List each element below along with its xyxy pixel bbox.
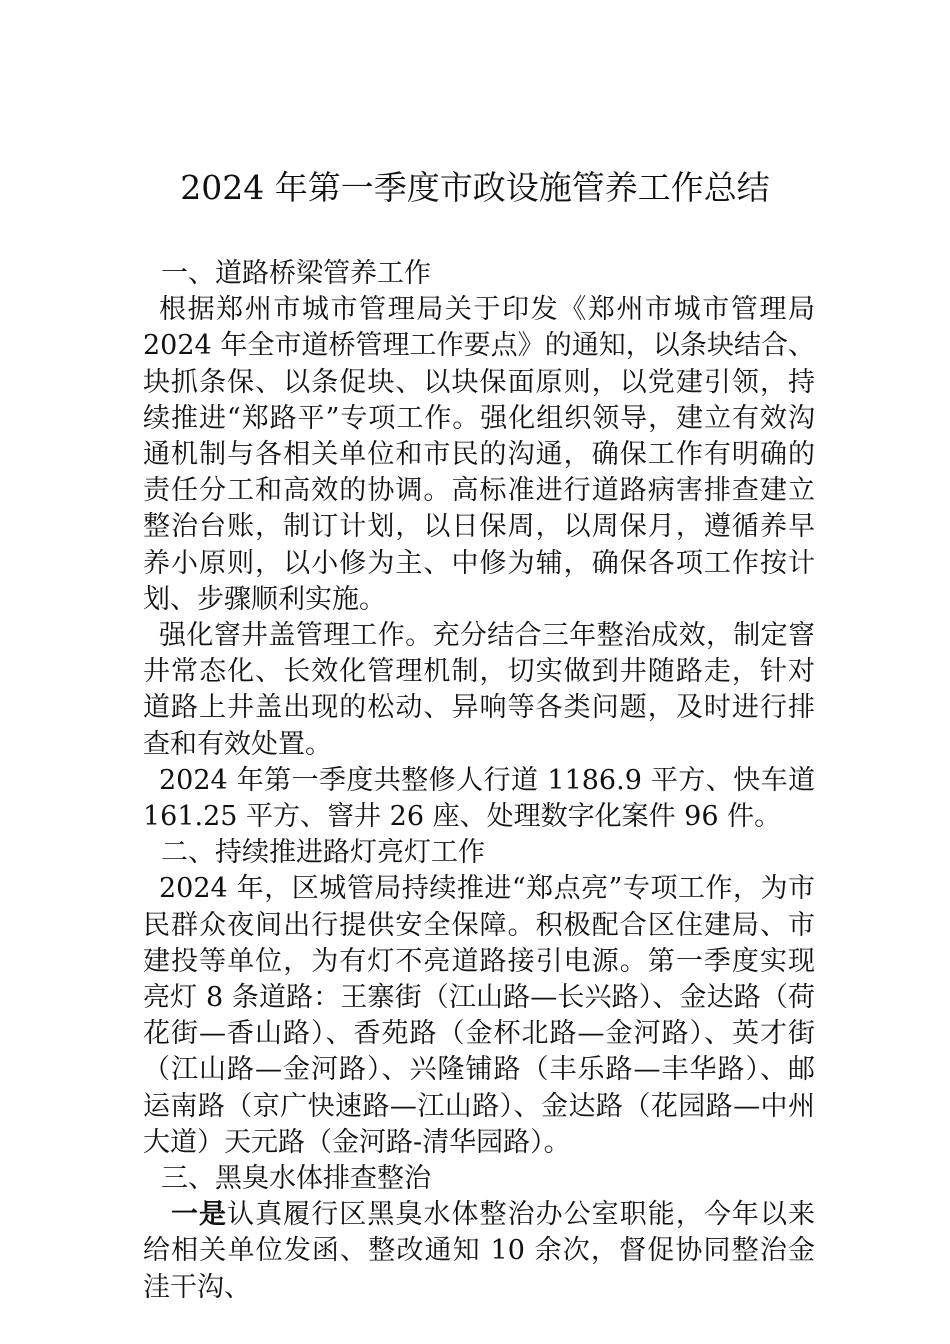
paragraph-street-lights: 2024 年，区城管局持续推进“郑点亮”专项工作，为市民群众夜间出行提供安全保障。积极配合区住建局、市建投等单位，为有灯不亮道路接引电源。第一季度实现亮灯 8 条道路：王寨街（江山路—长兴路）、金达路（荷花街—香山路）、香苑路（金杯北路—金河路）、英才街（江山路—金河路）、兴隆铺路（丰乐路—丰华路）、邮运南路（京广快速路—江山路）、金达路（花园路—中州大道）天元路（金河路-清华园路）。	[143, 873, 815, 1158]
paragraph-manhole-management: 强化窨井盖管理工作。充分结合三年整治成效，制定窨井常态化、长效化管理机制，切实做到井随路走，针对道路上井盖出现的松动、异响等各类问题，及时进行排查和有效处置。	[143, 620, 815, 760]
lead-bold-text: 一是	[171, 1199, 228, 1231]
section-heading-black-odorous-water: 三、黑臭水体排查整治	[161, 1163, 431, 1195]
lead-body-text: 认真履行区黑臭水体整治办公室职能，今年以来给相关单位发函、整改通知 10 余次，督促协同整治金洼干沟、	[143, 1199, 816, 1303]
section-heading-street-lights: 二、持续推进路灯亮灯工作	[161, 837, 485, 869]
section-heading-roads-bridges: 一、道路桥梁管养工作	[161, 258, 431, 289]
paragraph-water-remediation	[143, 1197, 815, 1306]
document-body	[143, 256, 815, 1306]
paragraph-road-management: 根据郑州市城市管理局关于印发《郑州市城市管理局 2024 年全市道桥管理工作要点》的通知，以条块结合、块抓条保、以条促块、以块保面原则，以党建引领，持续推进“郑路平”专项工作。强化组织领导，建立有效沟通机制与各相关单位和市民的沟通，确保工作有明确的责任分工和高效的协调。高标准进行道路病害排查建立整治台账，制订计划，以日保周，以周保月，遵循养早养小原则，以小修为主、中修为辅，确保各项工作按计划、步骤顺利实施。	[143, 294, 815, 615]
paragraph-q1-statistics: 2024 年第一季度共整修人行道 1186.9 平方、快车道 161.25 平方、窨井 26 座、处理数字化案件 96 件。	[143, 764, 815, 833]
document-title: 2024 年第一季度市政设施管养工作总结	[180, 168, 770, 207]
